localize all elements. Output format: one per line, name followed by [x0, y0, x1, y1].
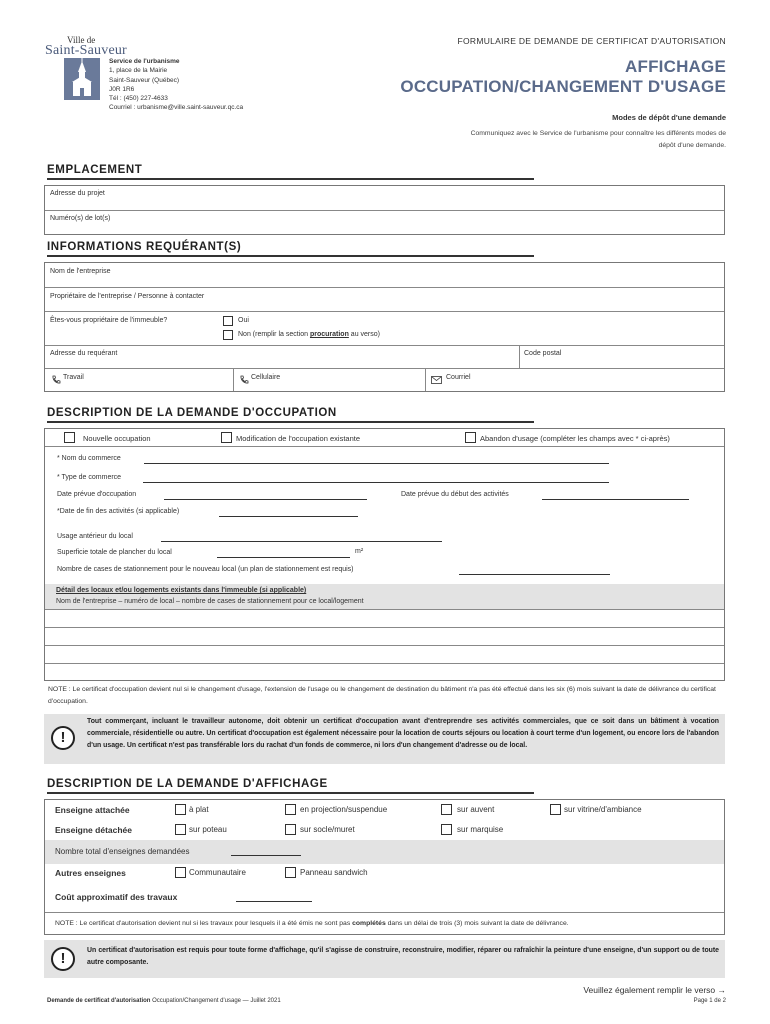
- affichage-warning: [44, 940, 725, 978]
- projection-checkbox[interactable]: [285, 804, 296, 815]
- type-commerce-label: * Type de commerce: [57, 474, 122, 481]
- proprietaire-label: Propriétaire de l'entreprise / Personne à contacter: [50, 293, 205, 300]
- exclamation-icon: !: [51, 726, 75, 750]
- marquise-label: sur marquise: [457, 825, 504, 834]
- poteau-label: sur poteau: [189, 825, 227, 834]
- verso-notice: Veuillez également remplir le verso →: [583, 985, 726, 995]
- oui-label: Oui: [238, 317, 249, 324]
- service-info: [109, 57, 243, 113]
- nombre-total-label: Nombre total d'enseignes demandées: [55, 847, 190, 856]
- cellulaire-label: Cellulaire: [251, 374, 281, 381]
- phone-icon: [51, 375, 61, 385]
- poteau-checkbox[interactable]: [175, 824, 186, 835]
- service-title: Service de l'urbanisme: [109, 58, 180, 65]
- detail-locaux-line[interactable]: [45, 628, 724, 646]
- footer-doc-rest: Occupation/Changement d'usage — Juillet 2021: [150, 998, 281, 1004]
- adresse-projet-label: Adresse du projet: [50, 190, 105, 197]
- service-line: Saint-Sauveur (Québec): [109, 76, 180, 84]
- vitrine-checkbox[interactable]: [550, 804, 561, 815]
- nom-entreprise-label: Nom de l'entreprise: [50, 268, 111, 275]
- usage-anterieur-input[interactable]: [161, 534, 442, 542]
- nombre-total-row: [45, 840, 724, 864]
- date-occupation-label: Date prévue d'occupation: [57, 491, 137, 498]
- detail-locaux-line[interactable]: [45, 664, 724, 681]
- modification-occupation-label: Modification de l'occupation existante: [236, 434, 361, 443]
- page-title-line2: OCCUPATION/CHANGEMENT D'USAGE: [400, 77, 726, 96]
- lots-field[interactable]: [45, 211, 724, 235]
- sandwich-checkbox[interactable]: [285, 867, 296, 878]
- communautaire-label: Communautaire: [189, 868, 246, 877]
- occupation-warning: [44, 714, 725, 764]
- phone-icon: [239, 375, 249, 385]
- nombre-total-input[interactable]: [231, 848, 301, 856]
- proprietaire-immeuble-row: [45, 312, 724, 346]
- adresse-requerant-row: [45, 346, 724, 369]
- superficie-unit: m²: [355, 548, 364, 555]
- occupation-box: [44, 428, 725, 681]
- modification-occupation-checkbox[interactable]: [221, 432, 232, 443]
- envelope-icon: [431, 376, 442, 384]
- occupation-warning-text: Tout commerçant, incluant le travailleur autonome, doit obtenir un certificat d'occupation avant d'entreprendre ses activités commerciales, que ce soit dans un bâtiment à vocation commerciale, résidentielle ou autre. Un certificat d'occupation est également nécessaire pour la location de courts séjours ou location à court terme d'un logement, ou encore lors de l'abandon d'un usage. Un certificat n'est pas transférable lors du rachat d'un fonds de commerce, ni lors d'un changement d'adresse ou de local.: [87, 718, 719, 749]
- vitrine-label: sur vitrine/d'ambiance: [564, 805, 642, 814]
- affichage-warning-text: Un certificat d'autorisation est requis pour toute forme d'affichage, qu'il s'agisse de construire, reconstruire, modifier, réparer ou rafraîchir la peinture d'une enseigne, d'un support ou de toute autre composante.: [87, 947, 719, 966]
- affichage-box: [44, 799, 725, 935]
- procuration-link[interactable]: procuration: [309, 331, 349, 338]
- enseigne-detachee-label: Enseigne détachée: [55, 825, 133, 835]
- adresse-requerant-label: Adresse du requérant: [50, 350, 118, 357]
- date-debut-label: Date prévue du début des activités: [401, 491, 509, 498]
- section-title-affichage: DESCRIPTION DE LA DEMANDE D'AFFICHAGE: [47, 778, 534, 794]
- modes-title: Modes de dépôt d'une demande: [612, 113, 726, 122]
- code-postal-label: Code postal: [524, 350, 562, 357]
- projection-label: en projection/suspendue: [300, 805, 388, 814]
- detail-locaux-subtitle: Nom de l'entreprise – numéro de local – nombre de cases de stationnement pour ce local/logement: [56, 598, 364, 605]
- occupation-note: NOTE : Le certificat d'occupation devient nul si le changement d'usage, l'extension de l'usage ou le changement de destination du bâtiment n'a pas été effectué dans les six (6) mois suivant la date de délivrance du certificat d'occupation.: [48, 686, 716, 705]
- autres-enseignes-label: Autres enseignes: [55, 868, 126, 878]
- detail-locaux-line[interactable]: [45, 646, 724, 664]
- section-title-emplacement: EMPLACEMENT: [47, 164, 534, 180]
- oui-checkbox[interactable]: [223, 316, 233, 326]
- section-title-requerant: INFORMATIONS REQUÉRANT(S): [47, 241, 534, 257]
- auvent-label: sur auvent: [457, 805, 495, 814]
- section-title-occupation: DESCRIPTION DE LA DEMANDE D'OCCUPATION: [47, 407, 534, 423]
- abandon-usage-checkbox[interactable]: [465, 432, 476, 443]
- nouvelle-occupation-checkbox[interactable]: [64, 432, 75, 443]
- detail-locaux-title: Détail des locaux et/ou logements existants dans l'immeuble (si applicable): [56, 587, 307, 594]
- courriel-label: Courriel: [446, 374, 471, 381]
- nom-commerce-label: * Nom du commerce: [57, 455, 121, 462]
- proprietaire-field[interactable]: [45, 288, 724, 312]
- affichage-note: [55, 920, 569, 927]
- requerant-box: [44, 262, 725, 392]
- superficie-input[interactable]: [217, 550, 350, 558]
- a-plat-label: à plat: [189, 805, 209, 814]
- travail-label: Travail: [63, 374, 84, 381]
- emplacement-box: [44, 185, 725, 235]
- logo-ville-text: Ville de: [67, 35, 96, 45]
- marquise-checkbox[interactable]: [441, 824, 452, 835]
- date-fin-label: *Date de fin des activités (si applicable): [57, 508, 180, 515]
- service-line: Tél : (450) 227-4633: [109, 95, 168, 103]
- footer-page-number: Page 1 de 2: [693, 998, 726, 1004]
- date-fin-input[interactable]: [219, 509, 358, 517]
- abandon-usage-label: Abandon d'usage (compléter les champs avec * ci-après): [480, 434, 670, 443]
- non-prefix: Non (remplir la section: [238, 331, 310, 338]
- stationnement-input[interactable]: [459, 567, 610, 575]
- date-debut-input[interactable]: [542, 492, 689, 500]
- adresse-projet-field[interactable]: [45, 186, 724, 211]
- affichage-note-bold: complétés: [352, 920, 386, 927]
- type-commerce-input[interactable]: [143, 475, 609, 483]
- modes-note: Communiquez avec le Service de l'urbanisme pour connaître les différents modes de dépôt d'une demande.: [470, 130, 726, 149]
- cout-input[interactable]: [236, 894, 312, 902]
- a-plat-checkbox[interactable]: [175, 804, 186, 815]
- non-suffix: au verso): [348, 331, 380, 338]
- detail-locaux-line[interactable]: [45, 610, 724, 628]
- enseigne-attachee-label: Enseigne attachée: [55, 805, 130, 815]
- nouvelle-occupation-label: Nouvelle occupation: [83, 434, 151, 443]
- logo-name: Saint-Sauveur: [45, 43, 127, 58]
- socle-label: sur socle/muret: [300, 825, 355, 834]
- communautaire-checkbox[interactable]: [175, 867, 186, 878]
- socle-checkbox[interactable]: [285, 824, 296, 835]
- page-title-line1: AFFICHAGE: [625, 57, 726, 76]
- cout-label: Coût approximatif des travaux: [55, 892, 178, 902]
- exclamation-icon: !: [51, 947, 75, 971]
- detail-locaux-header: [45, 584, 724, 610]
- affichage-note-suffix: dans un délai de trois (3) mois suivant la date de délivrance.: [385, 920, 569, 927]
- service-line: J0R 1R6: [109, 85, 135, 93]
- sandwich-label: Panneau sandwich: [300, 868, 368, 877]
- form-title: FORMULAIRE DE DEMANDE DE CERTIFICAT D'AUTORISATION: [457, 36, 726, 46]
- footer-document-name: [47, 998, 281, 1004]
- contact-row: [45, 369, 724, 392]
- logo-church-icon: [64, 58, 100, 100]
- non-checkbox[interactable]: [223, 330, 233, 340]
- stationnement-label: Nombre de cases de stationnement pour le nouveau local (un plan de stationnement est requis): [57, 566, 354, 573]
- usage-anterieur-label: Usage antérieur du local: [57, 533, 133, 540]
- non-label: [238, 331, 380, 338]
- auvent-checkbox[interactable]: [441, 804, 452, 815]
- affichage-note-prefix: NOTE : Le certificat d'autorisation devient nul si les travaux pour lesquels il a été émis ne sont pas: [55, 920, 353, 927]
- question-label: Êtes-vous propriétaire de l'immeuble?: [50, 317, 168, 324]
- nom-commerce-input[interactable]: [144, 456, 609, 464]
- date-occupation-input[interactable]: [164, 492, 367, 500]
- lots-label: Numéro(s) de lot(s): [50, 215, 111, 222]
- nom-entreprise-field[interactable]: [45, 263, 724, 288]
- superficie-label: Superficie totale de plancher du local: [57, 549, 172, 556]
- service-line: Courriel : urbanisme@ville.saint-sauveur.qc.ca: [109, 104, 244, 112]
- service-line: 1, place de la Mairie: [109, 67, 168, 75]
- footer-doc-bold: Demande de certificat d'autorisation: [47, 998, 151, 1004]
